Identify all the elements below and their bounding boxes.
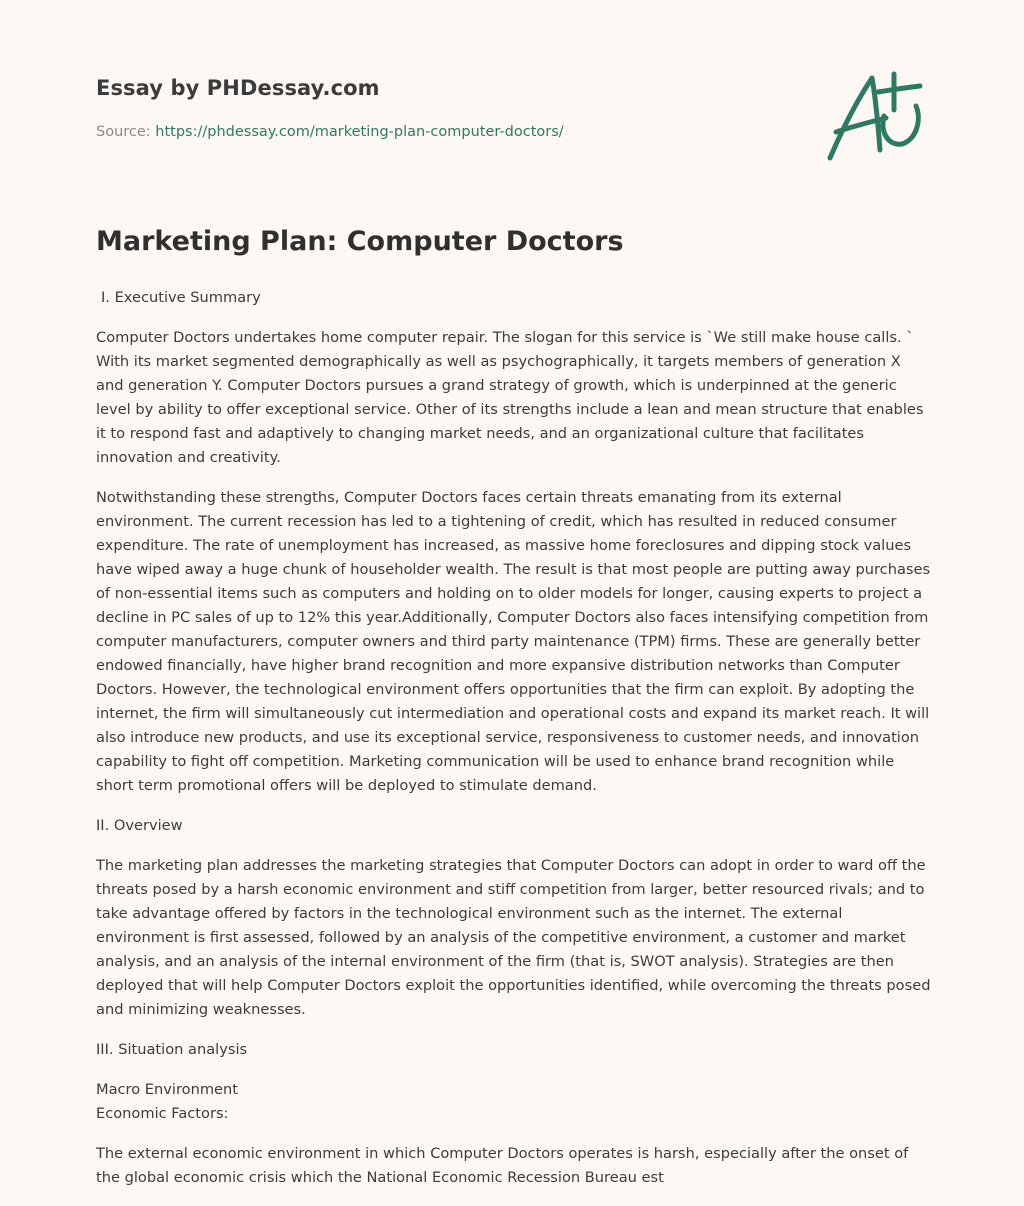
section-heading-situation-analysis: III. Situation analysis xyxy=(96,1041,248,1058)
essay-body xyxy=(96,286,932,1206)
a-plus-logo-icon xyxy=(820,66,930,166)
paragraph-executive-summary-2: Notwithstanding these strengths, Computer Doctors faces certain threats emanating from its external environment. The current recession has led to a tightening of credit, which has resulted in reduced consumer expenditure. The rate of unemployment has increased, as massive home foreclosures and dipping stock values have wiped away a huge chunk of householder wealth. The result is that most people are putting away purchases of non-essential items such as computers and holding on to older models for longer, causing experts to project a decline in PC sales of up to 12% this year.Additionally, Computer Doctors also faces intensifying competition from computer manufacturers, computer owners and third party maintenance (TPM) firms. These are generally better endowed financially, have higher brand recognition and more expansive distribution networks than Computer Doctors. However, the technological environment offers opportunities that the firm can exploit. By adopting the internet, the firm will simultaneously cut intermediation and operational costs and expand its market reach. It will also introduce new products, and use its exceptional service, responsiveness to customer needs, and innovation capability to fight off competition. Marketing communication will be used to enhance brand recognition while short term promotional offers will be deployed to stimulate demand. xyxy=(96,489,931,794)
paragraph-economic-factors: The external economic environment in which Computer Doctors operates is harsh, especially after the onset of the global economic crisis which the National Economic Recession Bureau est xyxy=(96,1145,909,1186)
section-heading-overview: II. Overview xyxy=(96,817,183,834)
paragraph-executive-summary-1: Computer Doctors undertakes home computer repair. The slogan for this service is `We still make house calls. ` With its market segmented demographically as well as psychographically, it targets members of generation X and generation Y. Computer Doctors pursues a grand strategy of growth, which is underpinned at the generic level by ability to offer exceptional service. Other of its strengths include a lean and mean structure that enables it to respond fast and adaptively to changing market needs, and an organizational culture that facilitates innovation and creativity. xyxy=(96,329,924,466)
source-label: Source: xyxy=(96,124,156,140)
paragraph-overview: The marketing plan addresses the marketing strategies that Computer Doctors can adopt in order to ward off the threats posed by a harsh economic environment and stiff competition from larger, better resourced rivals; and to take advantage offered by factors in the technological environment such as the internet. The external environment is first assessed, followed by an analysis of the competitive environment, a customer and market analysis, and an analysis of the internal environment of the firm (that is, SWOT analysis). Strategies are then deployed that will help Computer Doctors exploit the opportunities identified, while overcoming the threats posed and minimizing weaknesses. xyxy=(96,857,931,1018)
subheading-economic-factors: Economic Factors: xyxy=(96,1105,229,1122)
source-link[interactable]: https://phdessay.com/marketing-plan-computer-doctors/ xyxy=(155,124,564,140)
section-heading-executive-summary: I. Executive Summary xyxy=(101,289,261,306)
essay-title: Marketing Plan: Computer Doctors xyxy=(96,226,624,257)
source-line xyxy=(96,124,564,140)
subheading-macro-environment: Macro Environment xyxy=(96,1081,238,1098)
site-brand: Essay by PHDessay.com xyxy=(96,76,380,100)
subheading-block xyxy=(96,1078,932,1126)
